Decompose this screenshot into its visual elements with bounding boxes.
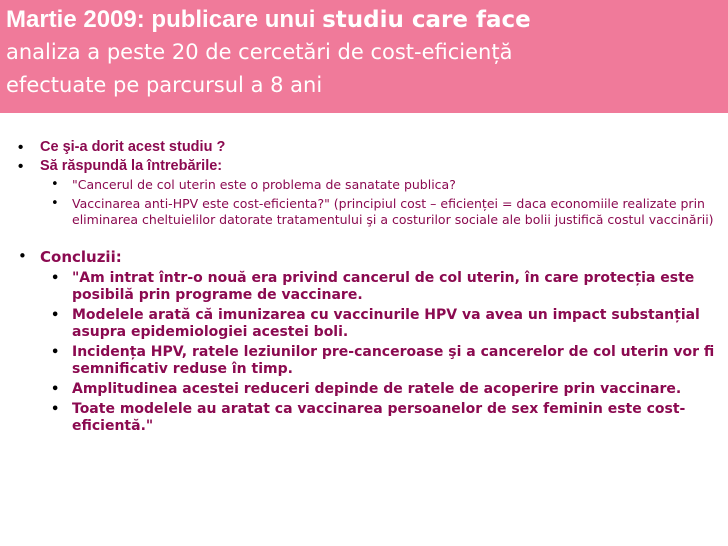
sub-question-1: • "Cancerul de col uterin este o problema de sanatate publica? <box>40 177 728 193</box>
question-sub-list <box>40 177 728 228</box>
question-bullet-1 <box>0 138 728 157</box>
conclusion-item-2: • Modelele arată că imunizarea cu vaccinurile HPV va avea un impact substanțial asupra epidemiologiei acestei boli. <box>40 307 728 341</box>
question-text-1: Ce şi-a dorit acest studiu ? <box>40 139 226 155</box>
question-text-2: Să răspundă la întrebările: <box>40 158 223 174</box>
title-text-emphasis: studiu care face <box>322 7 531 33</box>
title-line-2: analiza a peste 20 de cercetări de cost-eficiență <box>6 40 513 64</box>
title-line-3: efectuate pe parcursul a 8 ani <box>6 73 323 97</box>
title-text-regular: Martie 2009: publicare unui <box>6 6 323 33</box>
conclusion-item-5: • Toate modelele au aratat ca vaccinarea persoanelor de sex feminin este cost-eficientă." <box>40 401 728 435</box>
sub-question-2: • Vaccinarea anti-HPV este cost-eficienta?" (principiul cost – eficienței = daca economiile realizate prin eliminarea cheltuielilor datorate tratamentului şi a costurilor sociale ale bolii justifică costul vaccinării) <box>40 196 728 228</box>
main-bullet-list <box>0 138 728 228</box>
conclusions-sub-list <box>40 270 728 435</box>
title-line-1 <box>6 4 722 36</box>
title-banner <box>0 0 728 113</box>
conclusion-item-1: • "Am intrat într-o nouă era privind cancerul de col uterin, în care protecția este posibilă prin programe de vaccinare. <box>40 270 728 304</box>
question-bullet-2 <box>0 157 728 228</box>
conclusions-list <box>0 247 728 435</box>
conclusions-bullet <box>0 247 728 435</box>
slide-body <box>0 138 728 435</box>
conclusion-item-4: • Amplitudinea acestei reduceri depinde de ratele de acoperire prin vaccinare. <box>40 381 728 398</box>
conclusion-item-3: • Incidența HPV, ratele leziunilor pre-canceroase şi a cancerelor de col uterin vor fi semnificativ reduse în timp. <box>40 344 728 378</box>
section-gap <box>0 228 728 247</box>
conclusions-title: Concluzii: <box>40 248 122 266</box>
